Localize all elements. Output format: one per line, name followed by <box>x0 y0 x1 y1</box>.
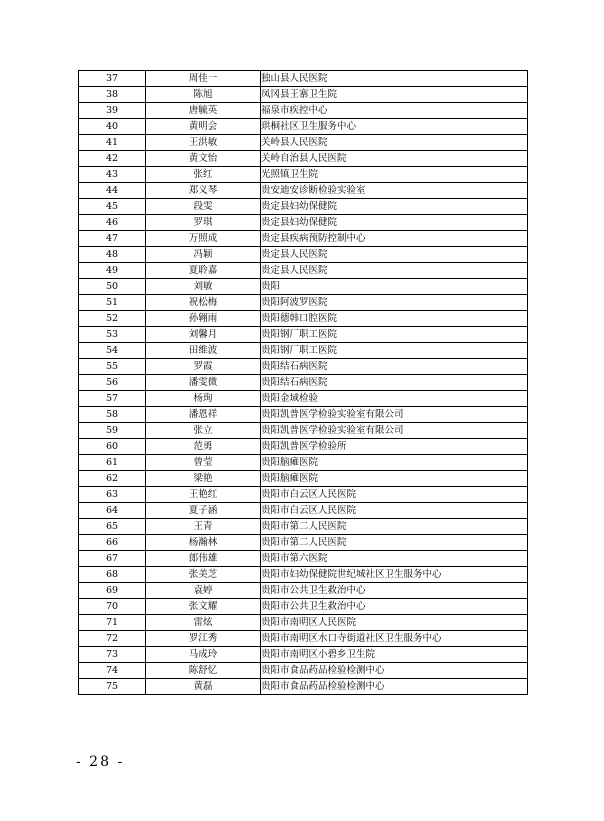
row-number-cell: 68 <box>79 567 146 583</box>
organization-cell: 贵阳结石病医院 <box>261 359 528 375</box>
table-row <box>79 151 528 167</box>
row-number-cell: 50 <box>79 279 146 295</box>
table-row <box>79 215 528 231</box>
table-row <box>79 423 528 439</box>
person-name-cell: 段雯 <box>146 199 261 215</box>
row-number-cell: 40 <box>79 119 146 135</box>
person-name-cell: 孙翱雨 <box>146 311 261 327</box>
person-name-cell: 王艳红 <box>146 487 261 503</box>
row-number-cell: 48 <box>79 247 146 263</box>
table-row <box>79 471 528 487</box>
person-name-cell: 杨珣 <box>146 391 261 407</box>
person-name-cell: 罗琪 <box>146 215 261 231</box>
organization-cell: 贵阳阿波罗医院 <box>261 295 528 311</box>
person-name-cell: 夏聆嘉 <box>146 263 261 279</box>
person-name-cell: 黄磊 <box>146 679 261 695</box>
table-row <box>79 551 528 567</box>
table-row <box>79 295 528 311</box>
person-name-cell: 黄明会 <box>146 119 261 135</box>
person-name-cell: 刘敏 <box>146 279 261 295</box>
organization-cell: 贵阳市第二人民医院 <box>261 535 528 551</box>
table-row <box>79 535 528 551</box>
row-number-cell: 57 <box>79 391 146 407</box>
row-number-cell: 51 <box>79 295 146 311</box>
row-number-cell: 41 <box>79 135 146 151</box>
row-number-cell: 59 <box>79 423 146 439</box>
row-number-cell: 60 <box>79 439 146 455</box>
person-name-cell: 张红 <box>146 167 261 183</box>
row-number-cell: 69 <box>79 583 146 599</box>
organization-cell: 贵阳市第二人民医院 <box>261 519 528 535</box>
organization-cell: 贵阳市公共卫生救治中心 <box>261 583 528 599</box>
person-name-cell: 张美芝 <box>146 567 261 583</box>
person-name-cell: 夏子涵 <box>146 503 261 519</box>
person-name-cell: 袁婷 <box>146 583 261 599</box>
table-row <box>79 71 528 87</box>
row-number-cell: 56 <box>79 375 146 391</box>
organization-cell: 贵阳金域检验 <box>261 391 528 407</box>
table-row <box>79 503 528 519</box>
table-row <box>79 375 528 391</box>
person-name-cell: 杨瀚林 <box>146 535 261 551</box>
table-row <box>79 439 528 455</box>
person-name-cell: 张立 <box>146 423 261 439</box>
organization-cell: 关岭自治县人民医院 <box>261 151 528 167</box>
organization-cell: 贵阳市妇幼保健院世纪城社区卫生服务中心 <box>261 567 528 583</box>
row-number-cell: 49 <box>79 263 146 279</box>
person-name-cell: 陈舒忆 <box>146 663 261 679</box>
organization-cell: 贵阳市公共卫生救治中心 <box>261 599 528 615</box>
person-name-cell: 黄文怡 <box>146 151 261 167</box>
table-row <box>79 263 528 279</box>
organization-cell: 贵定县人民医院 <box>261 247 528 263</box>
row-number-cell: 75 <box>79 679 146 695</box>
organization-cell: 福泉市疾控中心 <box>261 103 528 119</box>
table-row <box>79 391 528 407</box>
row-number-cell: 45 <box>79 199 146 215</box>
organization-cell: 光照镇卫生院 <box>261 167 528 183</box>
table-row <box>79 647 528 663</box>
row-number-cell: 39 <box>79 103 146 119</box>
row-number-cell: 42 <box>79 151 146 167</box>
row-number-cell: 43 <box>79 167 146 183</box>
row-number-cell: 67 <box>79 551 146 567</box>
person-name-cell: 潘雯微 <box>146 375 261 391</box>
row-number-cell: 58 <box>79 407 146 423</box>
person-name-cell: 冯颖 <box>146 247 261 263</box>
table-row <box>79 519 528 535</box>
row-number-cell: 73 <box>79 647 146 663</box>
organization-cell: 贵阳凯普医学检验实验室有限公司 <box>261 423 528 439</box>
organization-cell: 贵安迪安诊断检验实验室 <box>261 183 528 199</box>
row-number-cell: 44 <box>79 183 146 199</box>
organization-cell: 贵阳凯普医学检验所 <box>261 439 528 455</box>
row-number-cell: 72 <box>79 631 146 647</box>
table-row <box>79 663 528 679</box>
person-name-cell: 罗霞 <box>146 359 261 375</box>
organization-cell: 贵定县疾病预防控制中心 <box>261 231 528 247</box>
table-row <box>79 487 528 503</box>
person-name-cell: 刘馨月 <box>146 327 261 343</box>
person-name-cell: 万照成 <box>146 231 261 247</box>
row-number-cell: 55 <box>79 359 146 375</box>
table-row <box>79 103 528 119</box>
organization-cell: 贵定县妇幼保健院 <box>261 215 528 231</box>
table-row <box>79 135 528 151</box>
organization-cell: 贵阳钢厂职工医院 <box>261 327 528 343</box>
row-number-cell: 74 <box>79 663 146 679</box>
table-row <box>79 631 528 647</box>
table-row <box>79 359 528 375</box>
row-number-cell: 46 <box>79 215 146 231</box>
person-name-cell: 郎伟雄 <box>146 551 261 567</box>
person-name-cell: 王洪敏 <box>146 135 261 151</box>
person-name-cell: 唐毓英 <box>146 103 261 119</box>
table-row <box>79 119 528 135</box>
row-number-cell: 65 <box>79 519 146 535</box>
organization-cell: 贵阳脑瘫医院 <box>261 471 528 487</box>
row-number-cell: 53 <box>79 327 146 343</box>
table-row <box>79 615 528 631</box>
organization-cell: 贵阳德韩口腔医院 <box>261 311 528 327</box>
table-row <box>79 231 528 247</box>
organization-cell: 凤冈县王寨卫生院 <box>261 87 528 103</box>
table-row <box>79 183 528 199</box>
table-row <box>79 167 528 183</box>
organization-cell: 贵阳脑瘫医院 <box>261 455 528 471</box>
organization-cell: 贵阳市食品药品检验检测中心 <box>261 663 528 679</box>
row-number-cell: 71 <box>79 615 146 631</box>
table-row <box>79 247 528 263</box>
table-row <box>79 599 528 615</box>
person-name-cell: 潘恩祥 <box>146 407 261 423</box>
organization-cell: 贵阳市第六医院 <box>261 551 528 567</box>
row-number-cell: 70 <box>79 599 146 615</box>
table-row <box>79 583 528 599</box>
organization-cell: 贵阳市白云区人民医院 <box>261 487 528 503</box>
person-name-cell: 陈旭 <box>146 87 261 103</box>
organization-cell: 贵阳结石病医院 <box>261 375 528 391</box>
person-name-cell: 罗江秀 <box>146 631 261 647</box>
row-number-cell: 61 <box>79 455 146 471</box>
table-row <box>79 199 528 215</box>
row-number-cell: 63 <box>79 487 146 503</box>
organization-cell: 贵阳市白云区人民医院 <box>261 503 528 519</box>
organization-cell: 贵阳市南明区小碧乡卫生院 <box>261 647 528 663</box>
person-name-cell: 梁艳 <box>146 471 261 487</box>
table-row <box>79 279 528 295</box>
table-row <box>79 455 528 471</box>
table-row <box>79 407 528 423</box>
row-number-cell: 52 <box>79 311 146 327</box>
organization-cell: 贵阳市南明区人民医院 <box>261 615 528 631</box>
person-name-cell: 郑义琴 <box>146 183 261 199</box>
participant-table-body <box>79 71 528 695</box>
participant-table <box>78 70 528 695</box>
organization-cell: 贵阳 <box>261 279 528 295</box>
person-name-cell: 范勇 <box>146 439 261 455</box>
page-number: - 28 - <box>76 754 125 770</box>
organization-cell: 贵阳市南明区水口寺街道社区卫生服务中心 <box>261 631 528 647</box>
organization-cell: 贵定县妇幼保健院 <box>261 199 528 215</box>
person-name-cell: 王青 <box>146 519 261 535</box>
row-number-cell: 38 <box>79 87 146 103</box>
person-name-cell: 马成玲 <box>146 647 261 663</box>
row-number-cell: 37 <box>79 71 146 87</box>
person-name-cell: 曾莹 <box>146 455 261 471</box>
table-row <box>79 567 528 583</box>
organization-cell: 独山县人民医院 <box>261 71 528 87</box>
table-row <box>79 87 528 103</box>
person-name-cell: 张文耀 <box>146 599 261 615</box>
person-name-cell: 祝松梅 <box>146 295 261 311</box>
organization-cell: 贵阳凯普医学检验实验室有限公司 <box>261 407 528 423</box>
row-number-cell: 66 <box>79 535 146 551</box>
organization-cell: 贵阳钢厂职工医院 <box>261 343 528 359</box>
organization-cell: 贵定县人民医院 <box>261 263 528 279</box>
organization-cell: 关岭县人民医院 <box>261 135 528 151</box>
table-row <box>79 679 528 695</box>
row-number-cell: 47 <box>79 231 146 247</box>
row-number-cell: 64 <box>79 503 146 519</box>
table-row <box>79 327 528 343</box>
organization-cell: 贵阳市食品药品检验检测中心 <box>261 679 528 695</box>
person-name-cell: 田维波 <box>146 343 261 359</box>
person-name-cell: 雷炫 <box>146 615 261 631</box>
row-number-cell: 54 <box>79 343 146 359</box>
table-row <box>79 343 528 359</box>
organization-cell: 珙桐社区卫生服务中心 <box>261 119 528 135</box>
row-number-cell: 62 <box>79 471 146 487</box>
person-name-cell: 周佳一 <box>146 71 261 87</box>
table-row <box>79 311 528 327</box>
